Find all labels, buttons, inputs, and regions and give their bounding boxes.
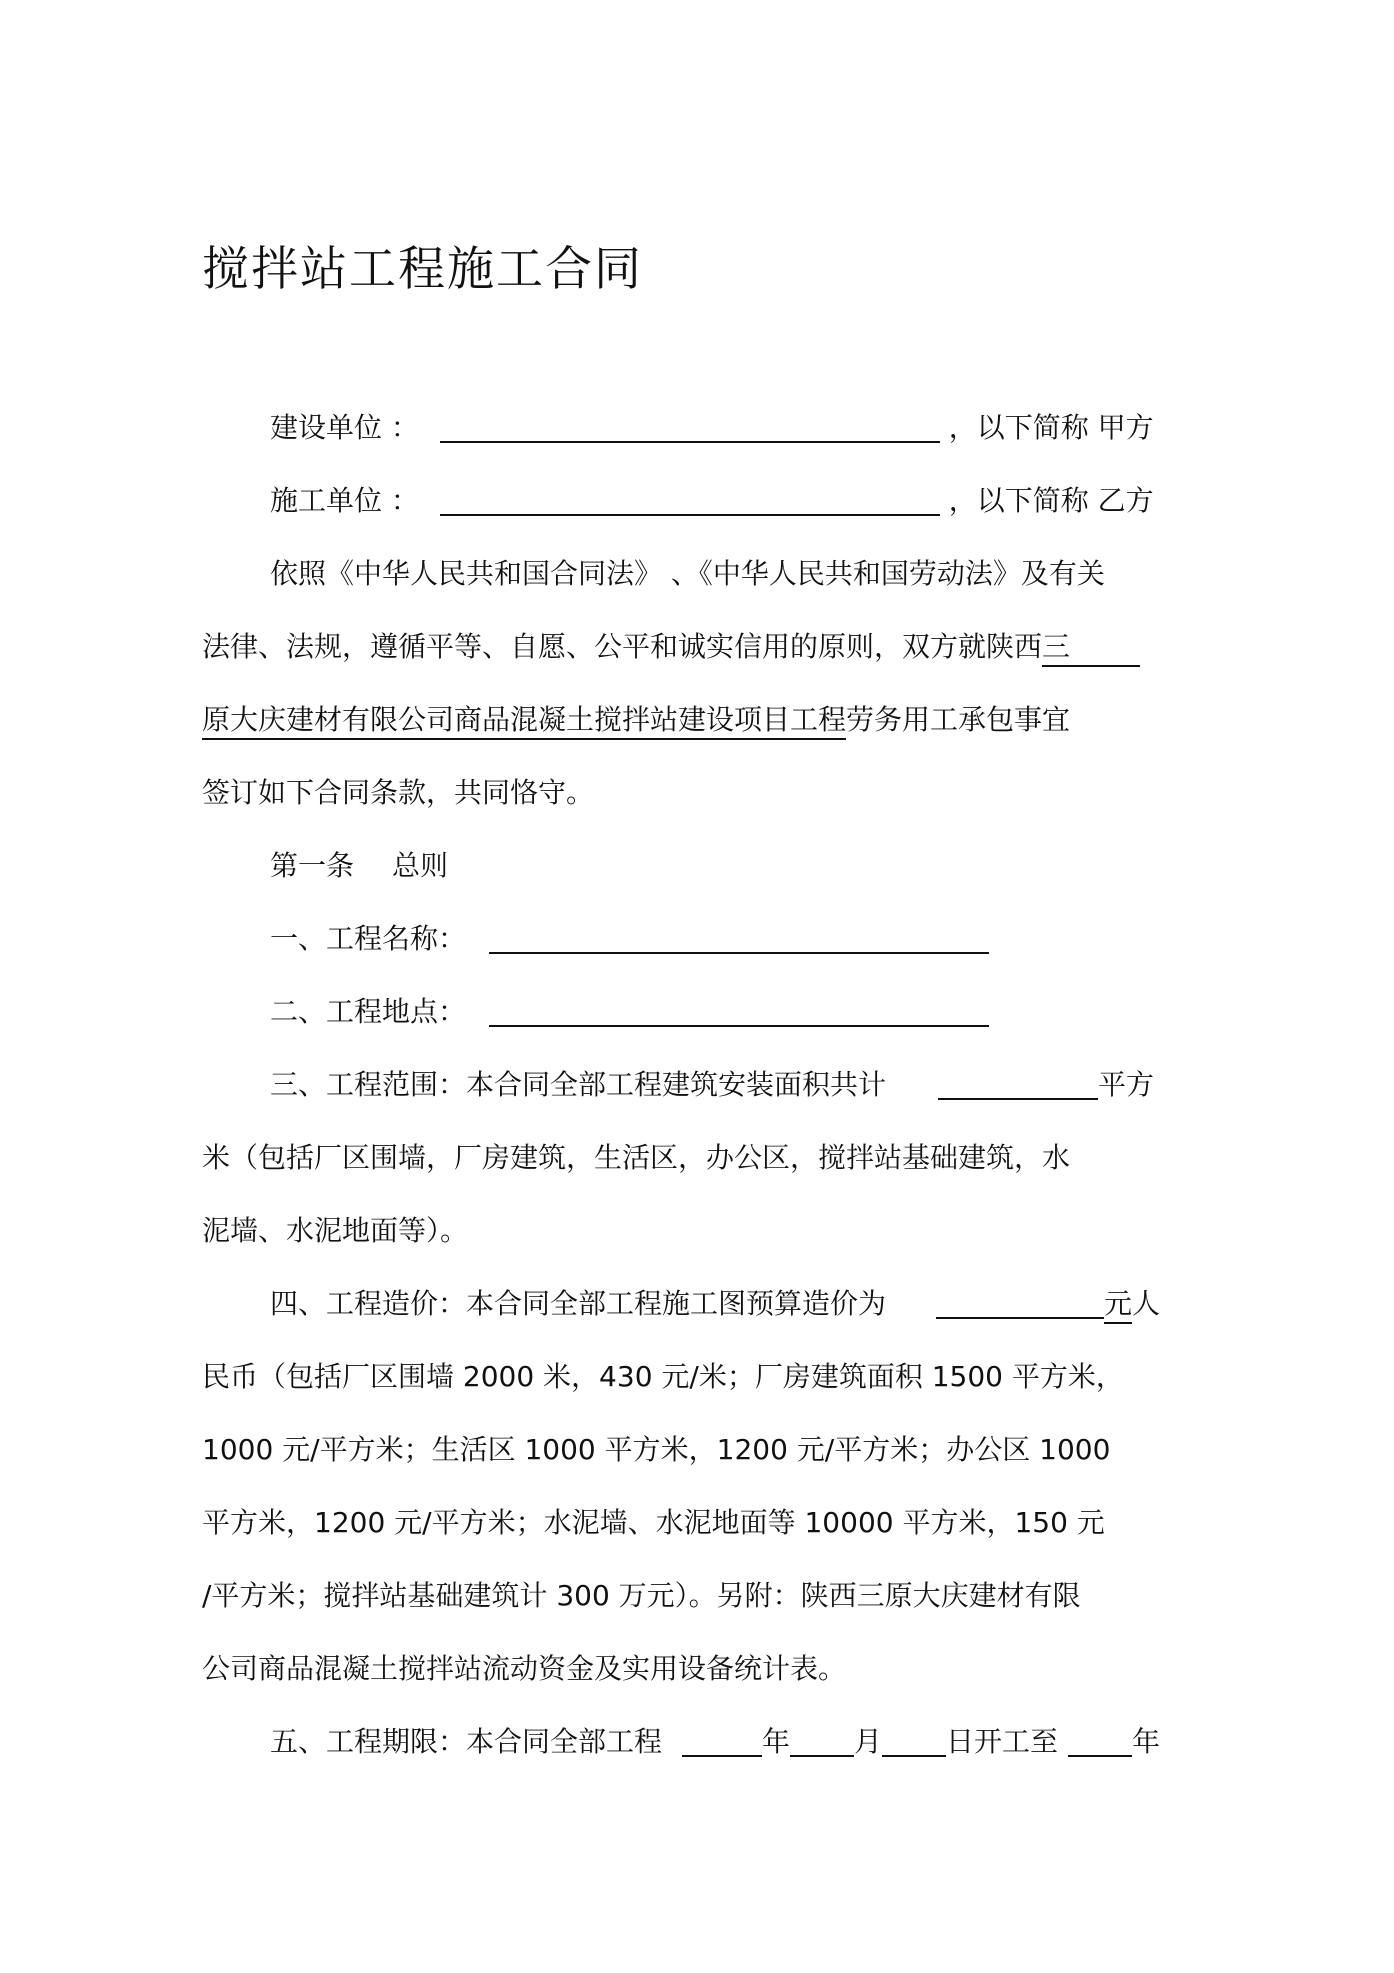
start-year-label: 年 xyxy=(762,1725,791,1758)
item-5-line-1 xyxy=(270,1722,1160,1762)
article-1-label: 第一条 xyxy=(270,849,355,882)
item-4-line-3: 1000 元/平方米；生活区 1000 平方米，1200 元/平方米；办公区 1000 xyxy=(202,1433,1111,1466)
start-month-label: 月 xyxy=(854,1725,883,1758)
contractor-line xyxy=(270,481,1154,521)
document-title: 搅拌站工程施工合同 xyxy=(202,242,643,297)
article-1-title: 总则 xyxy=(392,849,449,882)
builder-blank xyxy=(440,411,940,443)
start-year-blank xyxy=(682,1725,762,1757)
start-day-label: 日开工至 xyxy=(946,1725,1059,1758)
item-4-line-6: 公司商品混凝土搅拌站流动资金及实用设备统计表。 xyxy=(202,1652,847,1685)
intro-line-1: 依照《中华人民共和国合同法》 、《中华人民共和国劳动法》及有关 xyxy=(270,557,1105,590)
item-4-line-4: 平方米，1200 元/平方米；水泥墙、水泥地面等 10000 平方米，150 元 xyxy=(202,1506,1105,1539)
item-3-text: 三、工程范围：本合同全部工程建筑安装面积共计 xyxy=(270,1068,887,1101)
item-4-line-5: /平方米；搅拌站基础建筑计 300 万元）。另附：陕西三原大庆建材有限 xyxy=(202,1579,1081,1612)
start-month-blank xyxy=(790,1725,854,1757)
contractor-suffix: ，以下简称 乙方 xyxy=(948,484,1154,517)
area-blank xyxy=(938,1068,1098,1100)
item-4-line-2: 民币（包括厂区围墙 2000 米，430 元/米；厂房建筑面积 1500 平方米， xyxy=(202,1360,1124,1393)
intro-line-4: 签订如下合同条款，共同恪守。 xyxy=(202,776,595,809)
item-3-line-3: 泥墙、水泥地面等）。 xyxy=(202,1214,469,1247)
item-3-line-1 xyxy=(270,1065,1154,1105)
end-year-blank xyxy=(1068,1725,1132,1757)
project-name-blank xyxy=(489,922,989,954)
intro-line-3-text: 劳务用工承包事宜 xyxy=(846,703,1071,736)
contractor-blank xyxy=(440,484,940,516)
item-4-text: 四、工程造价：本合同全部工程施工图预算造价为 xyxy=(270,1287,887,1320)
item-3-line-2: 米（包括厂区围墙，厂房建筑，生活区，办公区，搅拌站基础建筑，水 xyxy=(202,1141,1071,1174)
item-4-unit-underlined: 元 xyxy=(1104,1287,1132,1324)
article-1-heading xyxy=(270,846,448,886)
builder-line xyxy=(270,408,1154,448)
item-4-unit-post: 人 xyxy=(1132,1287,1161,1320)
project-location-blank xyxy=(489,995,989,1027)
price-blank xyxy=(936,1287,1104,1319)
end-year-label: 年 xyxy=(1132,1725,1161,1758)
item-2-line xyxy=(270,992,989,1032)
start-day-blank xyxy=(882,1725,946,1757)
item-3-unit: 平方 xyxy=(1098,1068,1155,1101)
contractor-label: 施工单位 ： xyxy=(270,484,419,517)
intro-line-2-underlined: 三 xyxy=(1042,630,1140,667)
intro-line-2-text: 法律、法规，遵循平等、自愿、公平和诚实信用的原则，双方就陕西 xyxy=(202,630,1043,663)
builder-suffix: ，以下简称 甲方 xyxy=(948,411,1154,444)
project-name-underlined: 原大庆建材有限公司商品混凝土搅拌站建设项目工程 xyxy=(202,703,846,740)
item-1-line xyxy=(270,919,989,959)
item-1-label: 一、工程名称： xyxy=(270,922,467,955)
item-2-label: 二、工程地点： xyxy=(270,995,467,1028)
item-5-text: 五、工程期限：本合同全部工程 xyxy=(270,1725,663,1758)
builder-label: 建设单位 ： xyxy=(270,411,419,444)
intro-line-3 xyxy=(202,700,1070,740)
intro-line-2 xyxy=(202,627,1140,667)
item-4-line-1 xyxy=(270,1284,1160,1324)
